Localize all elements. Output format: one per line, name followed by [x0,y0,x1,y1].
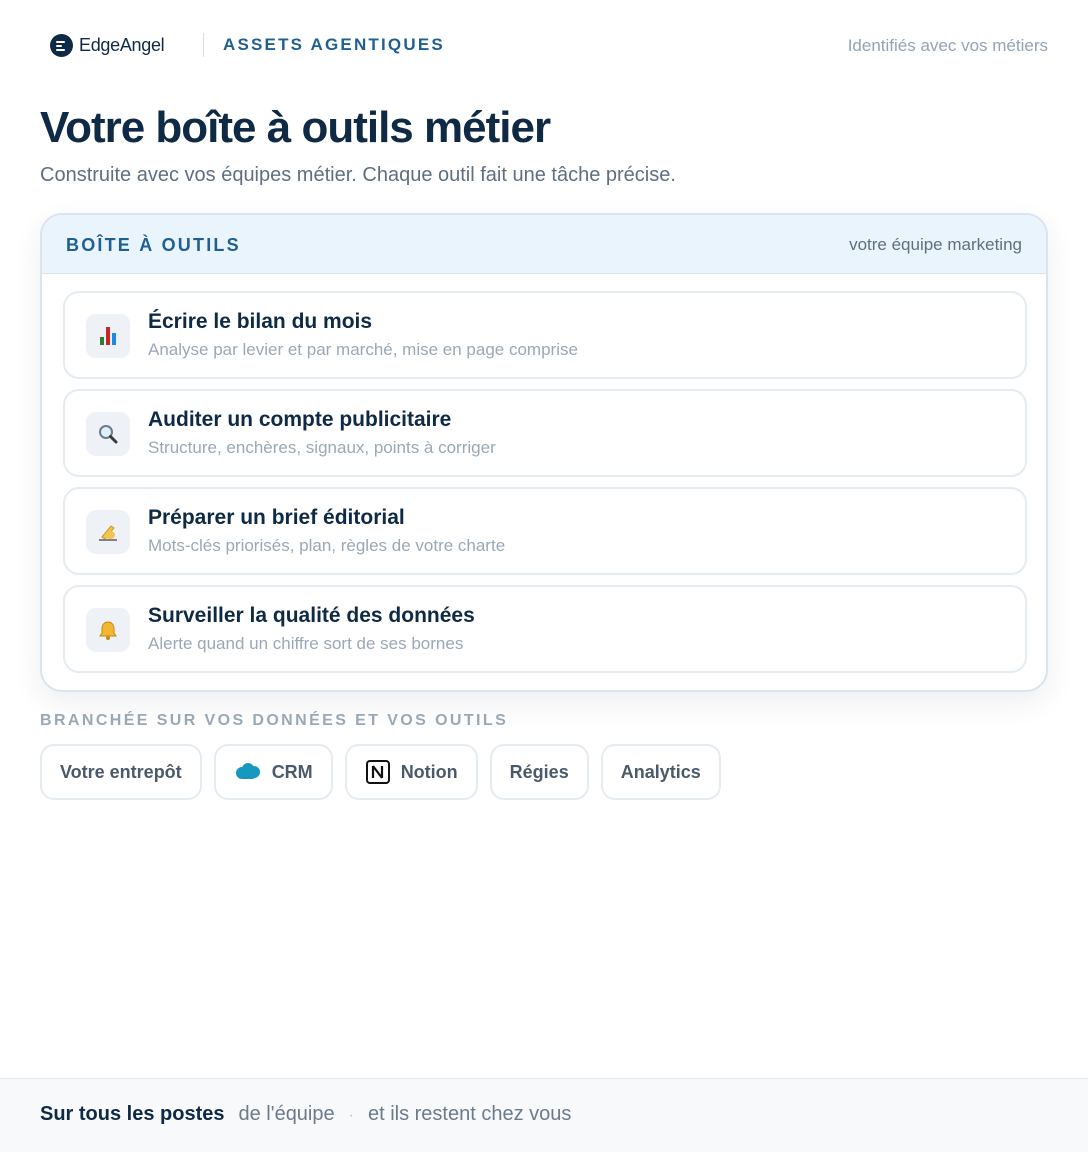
tool-title: Auditer un compte publicitaire [148,408,452,431]
chip-label: Notion [400,761,458,782]
header-divider [203,33,204,57]
writing-hand-icon [86,510,130,554]
toolbox-card [40,213,1048,692]
chip-regies[interactable] [490,744,589,800]
header-tagline: Identifiés avec vos métiers [847,36,1048,55]
tool-item-monthly-report[interactable] [63,291,1027,379]
chip-notion[interactable] [345,744,478,800]
bell-icon [86,608,130,652]
chip-label: Analytics [620,761,701,782]
salesforce-cloud-icon [234,762,262,782]
footer-separator: · [348,1107,354,1124]
chip-analytics[interactable] [601,744,721,800]
tool-description: Alerte quand un chiffre sort de ses bornes [148,634,464,653]
page-subtitle: Construite avec vos équipes métier. Chaque outil fait une tâche précise. [40,164,676,186]
bar-chart-icon [86,314,130,358]
toolbox-team: votre équipe marketing [849,235,1022,254]
toolbox-header [42,215,1046,274]
footer-strong: Sur tous les postes [40,1103,225,1125]
footer-text [40,1103,571,1126]
chip-crm[interactable] [214,744,333,800]
brand[interactable] [50,33,164,57]
footer-part-1: de l'équipe [238,1103,335,1125]
tool-description: Mots-clés priorisés, plan, règles de votre charte [148,536,506,555]
tool-description: Analyse par levier et par marché, mise en page comprise [148,340,578,359]
integrations-label: BRANCHÉE SUR VOS DONNÉES ET VOS OUTILS [40,712,509,729]
page-title: Votre boîte à outils métier [40,103,551,152]
chip-warehouse[interactable] [40,744,202,800]
tool-item-editorial-brief[interactable] [63,487,1027,575]
toolbox-title: BOÎTE À OUTILS [66,235,241,255]
chip-label: CRM [271,761,313,782]
tool-item-data-quality[interactable] [63,585,1027,673]
edgeangel-logo-icon [50,34,73,57]
footer-part-2: et ils restent chez vous [367,1103,572,1125]
brand-name: EdgeAngel [79,34,165,55]
tool-item-ad-audit[interactable] [63,389,1027,477]
integration-chips [40,744,721,800]
tool-title: Écrire le bilan du mois [148,310,373,333]
chip-label: Régies [509,761,569,782]
footer-bar [0,1078,1088,1152]
tool-list [63,291,1027,683]
chip-label: Votre entrepôt [60,761,182,782]
tool-title: Préparer un brief éditorial [148,506,405,529]
magnifier-icon [86,412,130,456]
tool-description: Structure, enchères, signaux, points à corriger [148,438,496,457]
top-header [0,0,1088,90]
section-label: ASSETS AGENTIQUES [223,35,445,54]
tool-title: Surveiller la qualité des données [148,604,475,627]
notion-icon [365,759,391,785]
